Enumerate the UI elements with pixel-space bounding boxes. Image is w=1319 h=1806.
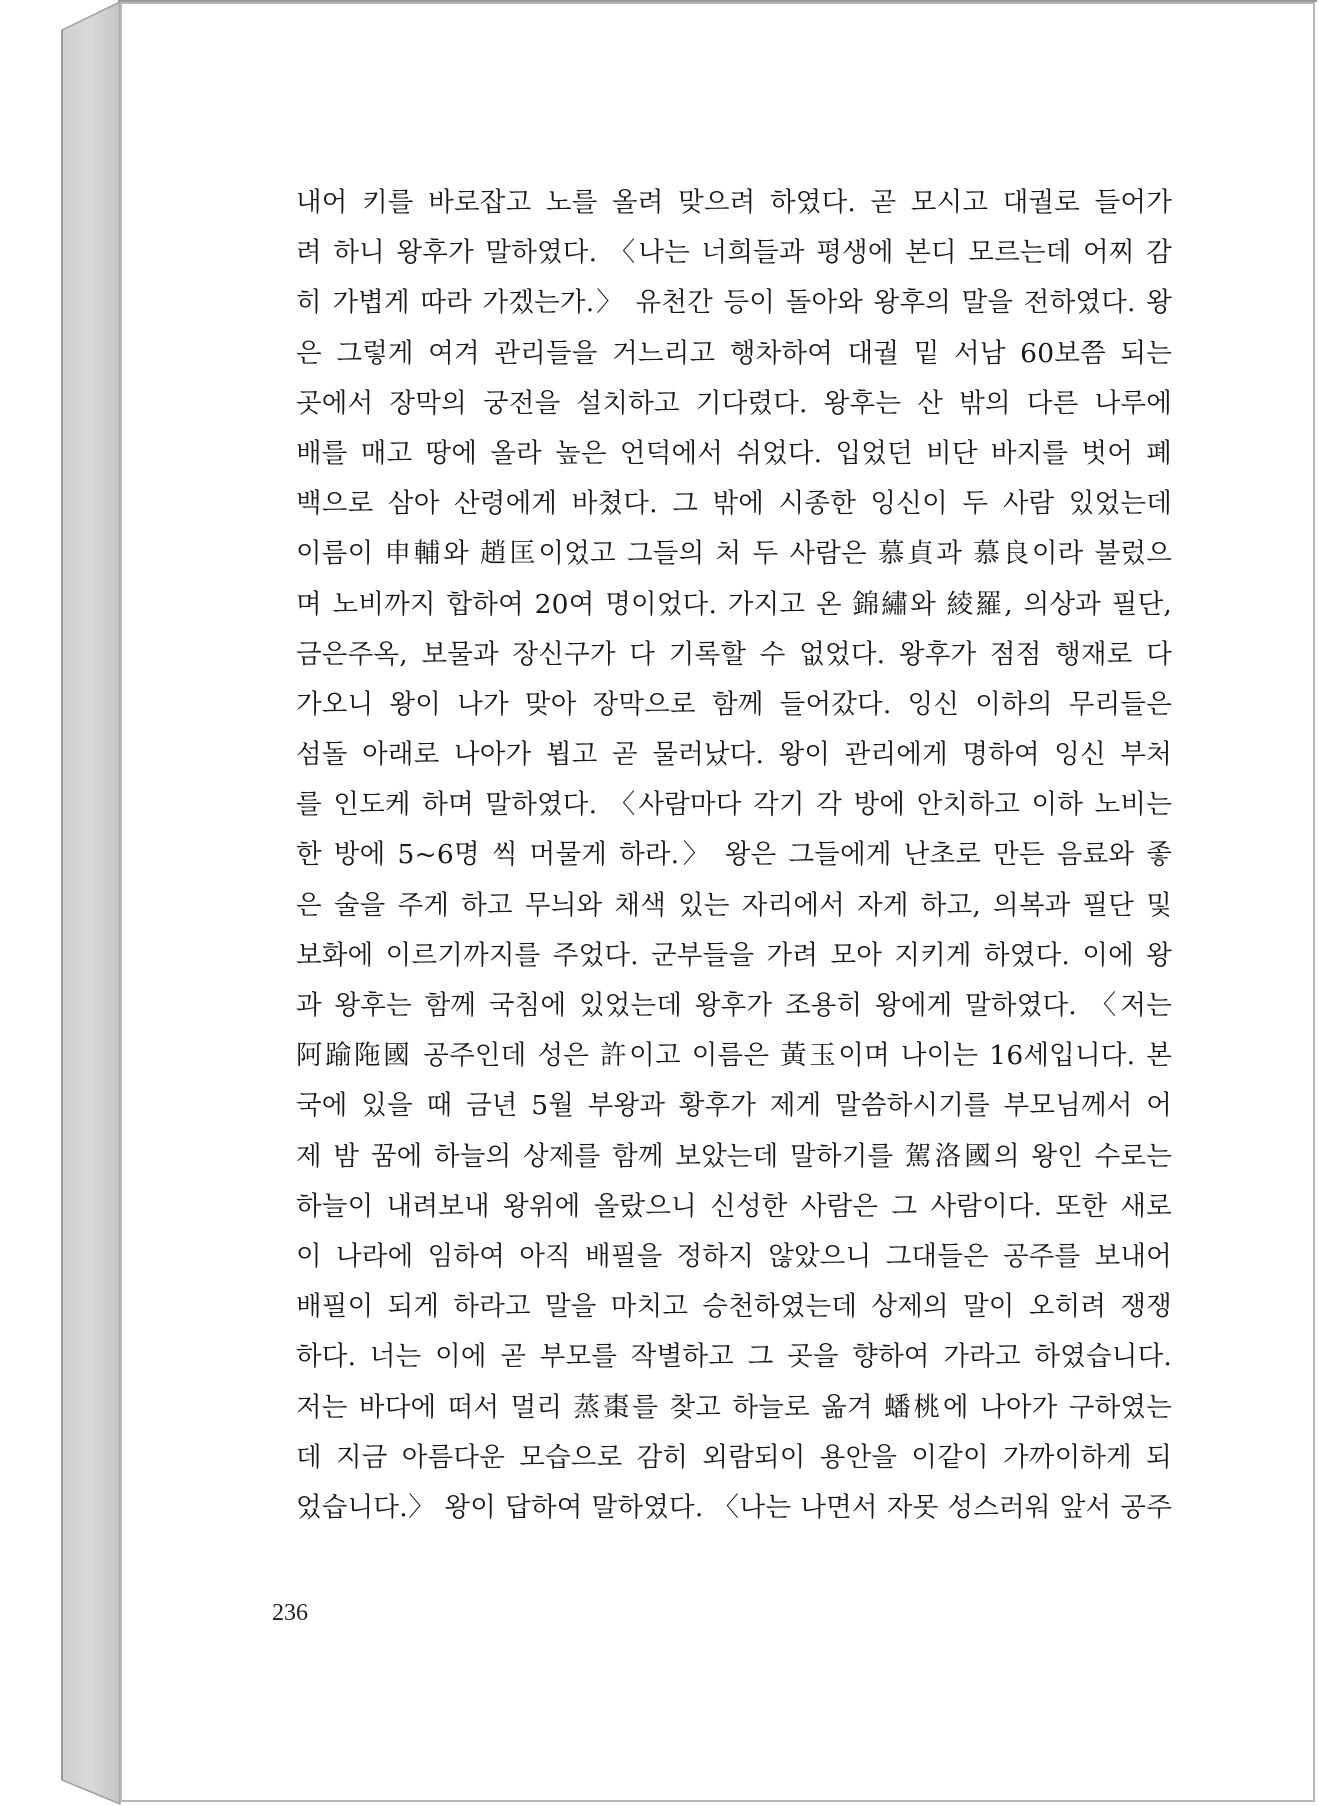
text-line: 히 가볍게 따라 가겠는가.〉 유천간 등이 돌아와 왕후의 말을 전하였다. 왕	[296, 287, 1172, 319]
text-line: 곳에서 장막의 궁전을 설치하고 기다렸다. 왕후는 산 밖의 다른 나루에	[296, 387, 1172, 419]
text-line: 며 노비까지 합하여 20여 명이었다. 가지고 온 錦繡와 綾羅, 의상과 필단,	[296, 588, 1172, 620]
text-line: 한 방에 5~6명 씩 머물게 하라.〉 왕은 그들에게 난초로 만든 음료와 좋	[296, 839, 1172, 871]
text-line: 과 왕후는 함께 국침에 있었는데 왕후가 조용히 왕에게 말하였다. 〈저는	[296, 990, 1172, 1021]
text-line: 하늘이 내려보내 왕위에 올랐으니 신성한 사람은 그 사람이다. 또한 새로	[296, 1190, 1172, 1222]
text-line: 이름이 申輔와 趙匡이었고 그들의 처 두 사람은 慕貞과 慕良이라 불렀으	[296, 538, 1172, 570]
text-line: 려 하니 왕후가 말하였다. 〈나는 너희들과 평생에 본디 모르는데 어찌 감	[296, 237, 1172, 269]
text-line: 금은주옥, 보물과 장신구가 다 기록할 수 없었다. 왕후가 점점 행재로 다	[296, 638, 1172, 670]
text-line: 국에 있을 때 금년 5월 부왕과 황후가 제게 말씀하시기를 부모님께서 어	[296, 1090, 1172, 1122]
text-line: 은 술을 주게 하고 무늬와 채색 있는 자리에서 자게 하고, 의복과 필단 및	[296, 889, 1172, 921]
text-line: 백으로 삼아 산령에게 바쳤다. 그 밖에 시종한 잉신이 두 사람 있었는데	[296, 488, 1172, 520]
text-line: 제 밤 꿈에 하늘의 상제를 함께 보았는데 말하기를 駕洛國의 왕인 수로는	[296, 1140, 1172, 1172]
text-line: 阿踰陁國 공주인데 성은 許이고 이름은 黃玉이며 나이는 16세입니다. 본	[296, 1040, 1172, 1072]
text-line: 하다. 너는 이에 곧 부모를 작별하고 그 곳을 향하여 가라고 하였습니다.	[296, 1341, 1172, 1373]
text-line: 내어 키를 바로잡고 노를 올려 맞으려 하였다. 곧 모시고 대궐로 들어가	[296, 187, 1172, 218]
text-line: 저는 바다에 떠서 멀리 蒸棗를 찾고 하늘로 옮겨 蟠桃에 나아가 구하였는	[296, 1391, 1172, 1423]
text-line: 데 지금 아름다운 모습으로 감히 외람되이 용안을 이같이 가까이하게 되	[296, 1441, 1172, 1473]
text-line: 를 인도케 하며 말하였다. 〈사람마다 각기 각 방에 안치하고 이하 노비는	[296, 789, 1172, 821]
text-line: 섬돌 아래로 나아가 뵙고 곧 물러났다. 왕이 관리에게 명하여 잉신 부처	[296, 739, 1172, 771]
body-text	[296, 178, 1172, 1533]
text-line: 이 나라에 임하여 아직 배필을 정하지 않았으니 그대들은 공주를 보내어	[296, 1240, 1172, 1272]
text-line: 은 그렇게 여겨 관리들을 거느리고 행차하여 대궐 밑 서남 60보쯤 되는	[296, 337, 1172, 369]
text-line: 배필이 되게 하라고 말을 마치고 승천하였는데 상제의 말이 오히려 쟁쟁	[296, 1291, 1172, 1323]
text-line: 보화에 이르기까지를 주었다. 군부들을 가려 모아 지키게 하였다. 이에 왕	[296, 939, 1172, 971]
text-line: 가오니 왕이 나가 맞아 장막으로 함께 들어갔다. 잉신 이하의 무리들은	[296, 688, 1172, 720]
text-line: 었습니다.〉 왕이 답하여 말하였다. 〈나는 나면서 자못 성스러워 앞서 공주	[296, 1491, 1172, 1523]
page-number: 236	[272, 1600, 308, 1626]
text-line: 배를 매고 땅에 올라 높은 언덕에서 쉬었다. 입었던 비단 바지를 벗어 폐	[296, 437, 1172, 469]
